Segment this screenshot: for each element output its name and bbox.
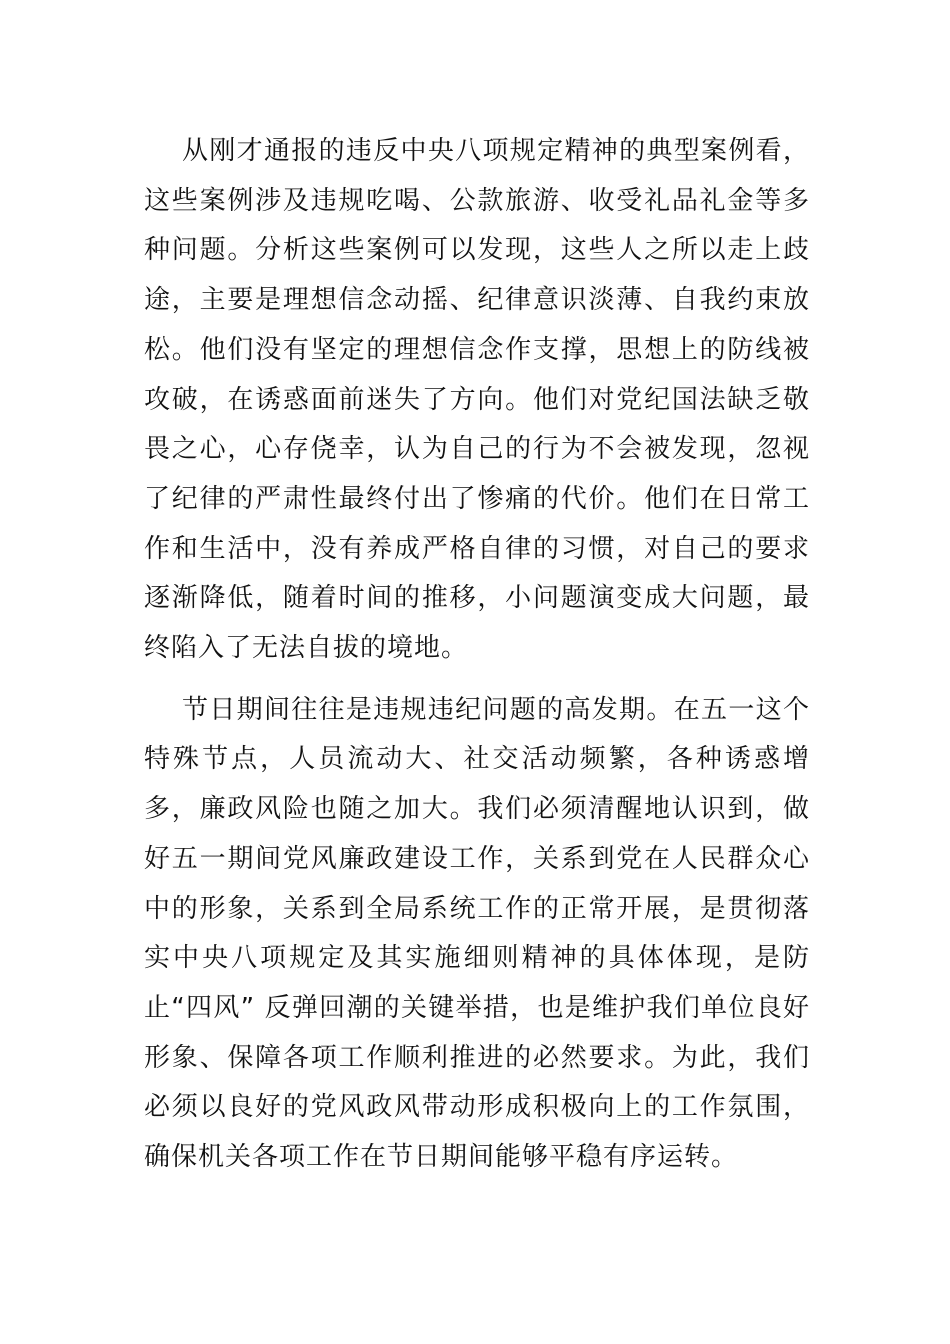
- document-body: [144, 127, 810, 1195]
- paragraph-case-analysis: 从刚才通报的违反中央八项规定精神的典型案例看，这些案例涉及违规吃喝、公款旅游、收受礼品礼金等多种问题。分析这些案例可以发现，这些人之所以走上歧途，主要是理想信念动摇、纪律意识淡薄、自我约束放松。他们没有坚定的理想信念作支撑，思想上的防线被攻破，在诱惑面前迷失了方向。他们对党纪国法缺乏敬畏之心，心存侥幸，认为自己的行为不会被发现，忽视了纪律的严肃性最终付出了惨痛的代价。他们在日常工作和生活中，没有养成严格自律的习惯，对自己的要求逐渐降低，随着时间的推移，小问题演变成大问题，最终陷入了无法自拔的境地。: [144, 136, 810, 664]
- paragraph-holiday-discipline: 节日期间往往是违规违纪问题的高发期。在五一这个特殊节点，人员流动大、社交活动频繁，各种诱惑增多，廉政风险也随之加大。我们必须清醒地认识到，做好五一期间党风廉政建设工作，关系到党在人民群众心中的形象，关系到全局系统工作的正常开展，是贯彻落实中央八项规定及其实施细则精神的具体体现，是防止“四风” 反弹回潮的关键举措，也是维护我们单位良好形象、保障各项工作顺利推进的必然要求。为此，我们必须以良好的党风政风带动形成积极向上的工作氛围，确保机关各项工作在节日期间能够平稳有序运转。: [144, 694, 810, 1173]
